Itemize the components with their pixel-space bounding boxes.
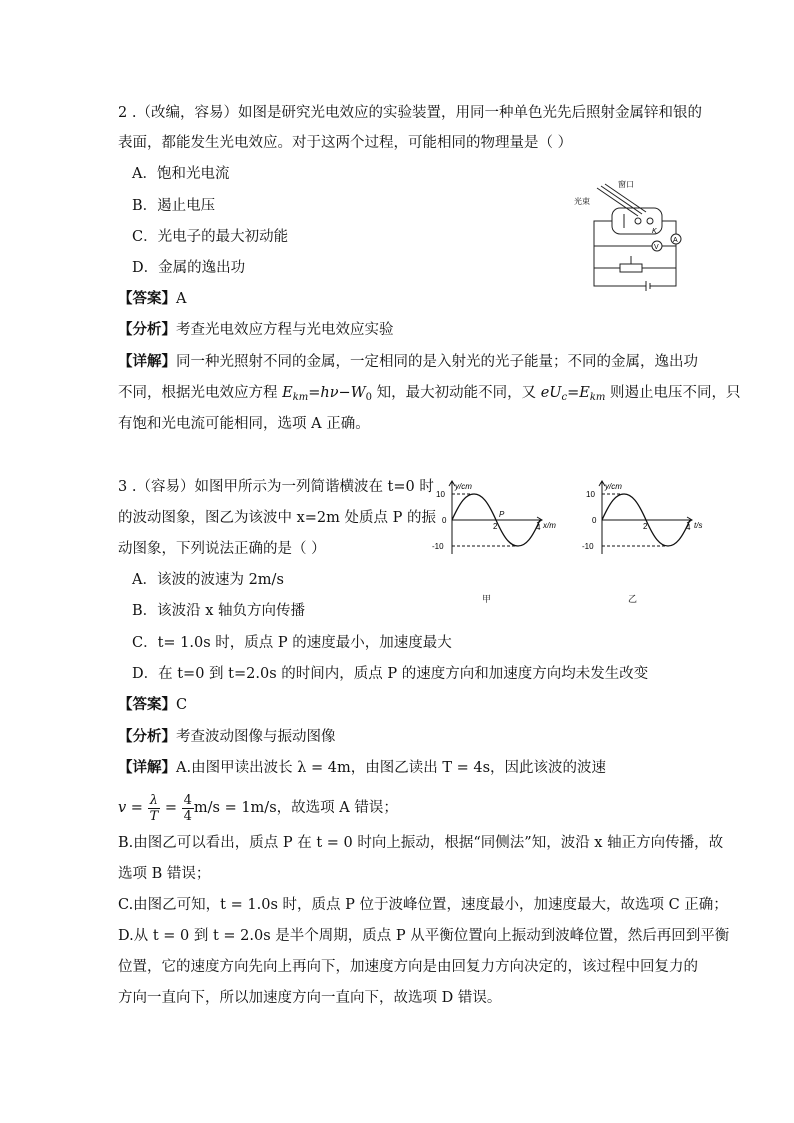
- q3-option-c: C．t= 1.0s 时，质点 P 的速度最小，加速度最大: [132, 635, 452, 651]
- q2-stem-line2: 表面，都能发生光电效应。对于这两个过程，可能相同的物理量是（ ）: [118, 135, 573, 151]
- tick-label: 2: [493, 522, 498, 531]
- wave-caption: 甲: [482, 595, 492, 605]
- formula-equals: =: [164, 800, 177, 816]
- point-p-label: P: [499, 510, 505, 519]
- q3-detail-d-line2: 位置，它的速度方向先向上再向下，加速度方向是由回复力方向决定的，该过程中回复力的: [118, 959, 698, 975]
- wave-ylabel: y/cm: [455, 482, 472, 491]
- q3-detail-b-line1: B.由图乙可以看出，质点 P 在 t = 0 时向上振动，根据“同侧法”知，波沿 x 轴正方向传播，故: [118, 835, 724, 851]
- photoelectric-circuit-figure: [572, 178, 684, 296]
- tick-label: -10: [582, 542, 594, 551]
- tick-label: -10: [432, 542, 444, 551]
- fraction-denominator: 4: [183, 808, 192, 824]
- analysis-text: 考查波动图像与振动图像: [176, 729, 336, 745]
- q3-option-d: D．在 t=0 到 t=2.0s 的时间内，质点 P 的速度方向和加速度方向均未发生改变: [132, 666, 649, 682]
- answer-tag: 【答案】: [118, 696, 176, 713]
- q3-analysis: [118, 727, 336, 747]
- fraction-lambda-over-t: [148, 793, 161, 824]
- q3-answer: [118, 695, 187, 715]
- formula-text: =E: [567, 385, 590, 401]
- tick-label: 4: [686, 523, 691, 532]
- q2-answer: [118, 289, 186, 309]
- cathode-label: K: [652, 228, 657, 235]
- q3-stem-line2: 的波动图象，图乙为该波中 x=2m 处质点 P 的振: [118, 510, 436, 526]
- q3-detail-b-line2: 选项 B 错误；: [118, 866, 211, 882]
- q3-stem-line3: 动图象，下列说法正确的是（ ）: [118, 541, 326, 557]
- light-beam-line: [601, 186, 642, 214]
- detail-text: 知，最大初动能不同，又: [371, 385, 541, 401]
- answer-value: A: [176, 291, 187, 307]
- formula-e: E: [282, 385, 293, 401]
- q2-detail-line1: [118, 352, 698, 372]
- detail-tag: 【详解】: [118, 353, 176, 370]
- q2-detail-line3: 有饱和光电流可能相同，选项 A 正确。: [118, 416, 370, 432]
- electrode: [635, 218, 641, 224]
- q3-stem-line1: 3 .（容易）如图甲所示为一列简谐横波在 t=0 时: [118, 479, 434, 495]
- light-label: 光束: [574, 197, 590, 206]
- fraction-four-over-four: [182, 793, 194, 824]
- ammeter-label: A: [673, 237, 678, 244]
- q3-option-b: B．该波沿 x 轴负方向传播: [132, 603, 306, 619]
- q2-option-b: B．遏止电压: [132, 198, 216, 214]
- wave-xlabel: x/m: [543, 521, 556, 530]
- rheostat: [620, 264, 642, 272]
- electrode: [647, 218, 653, 224]
- tick-label: 2: [643, 522, 648, 531]
- fraction-numerator: λ: [148, 793, 161, 809]
- tick-label: 0: [442, 516, 447, 525]
- q2-option-a: A．饱和光电流: [132, 166, 230, 182]
- tick-label: 4: [536, 523, 541, 532]
- detail-text: 则遏止电压不同，只: [605, 385, 741, 401]
- formula-sub: km: [589, 392, 606, 403]
- detail-tag: 【详解】: [118, 759, 176, 776]
- formula-sub: km: [292, 392, 309, 403]
- analysis-tag: 【分析】: [118, 321, 176, 338]
- formula-result: m/s = 1m/s，故选项 A 错误；: [193, 800, 398, 816]
- analysis-tag: 【分析】: [118, 728, 176, 745]
- q3-detail-d-line1: D.从 t = 0 到 t = 2.0s 是半个周期，质点 P 从平衡位置向上振动到波峰位置，然后再回到平衡: [118, 928, 730, 944]
- q2-option-c: C．光电子的最大初动能: [132, 229, 289, 245]
- formula-v: v =: [118, 800, 143, 816]
- q3-detail-line1: [118, 758, 606, 778]
- detail-text: 不同，根据光电效应方程: [118, 385, 283, 401]
- vibration-graph-figure: [580, 478, 715, 558]
- q2-detail-line2: [118, 383, 741, 408]
- voltmeter-label: V: [654, 244, 659, 251]
- formula-sub: c: [561, 392, 568, 403]
- window-label: 窗口: [618, 180, 634, 189]
- q2-analysis: [118, 320, 394, 340]
- detail-text: 同一种光照射不同的金属，一定相同的是入射光的光子能量；不同的金属，逸出功: [176, 354, 698, 370]
- q2-option-d: D．金属的逸出功: [132, 260, 246, 276]
- vib-ylabel: y/cm: [605, 482, 622, 491]
- q3-speed-formula: [118, 790, 398, 826]
- q2-stem-line1: 2 .（改编，容易）如图是研究光电效应的实验装置，用同一种单色光先后照射金属锌和银的: [118, 105, 702, 121]
- analysis-text: 考查光电效应方程与光电效应实验: [176, 322, 394, 338]
- q3-detail-d-line3: 方向一直向下，所以加速度方向一直向下，故选项 D 错误。: [118, 990, 502, 1006]
- tick-label: 0: [592, 516, 597, 525]
- tick-label: 10: [436, 490, 445, 499]
- fraction-denominator: T: [149, 808, 159, 824]
- vibration-caption: 乙: [628, 595, 638, 605]
- detail-text: A.由图甲读出波长 λ = 4m，由图乙读出 T = 4s，因此该波的波速: [176, 760, 607, 776]
- q3-option-a: A．该波的波速为 2m/s: [132, 572, 284, 588]
- formula-sub: 0: [365, 392, 372, 403]
- answer-value: C: [176, 697, 188, 713]
- wave-graph-figure: [430, 478, 570, 558]
- q3-detail-c: C.由图乙可知，t = 1.0s 时，质点 P 位于波峰位置，速度最小，加速度最大，故选项 C 正确；: [118, 897, 728, 913]
- answer-tag: 【答案】: [118, 290, 176, 307]
- vib-xlabel: t/s: [694, 521, 703, 530]
- formula-eu: eU: [540, 385, 562, 401]
- fraction-numerator: 4: [183, 792, 192, 808]
- tick-label: 10: [586, 490, 595, 499]
- formula-text: =hν−W: [308, 385, 366, 401]
